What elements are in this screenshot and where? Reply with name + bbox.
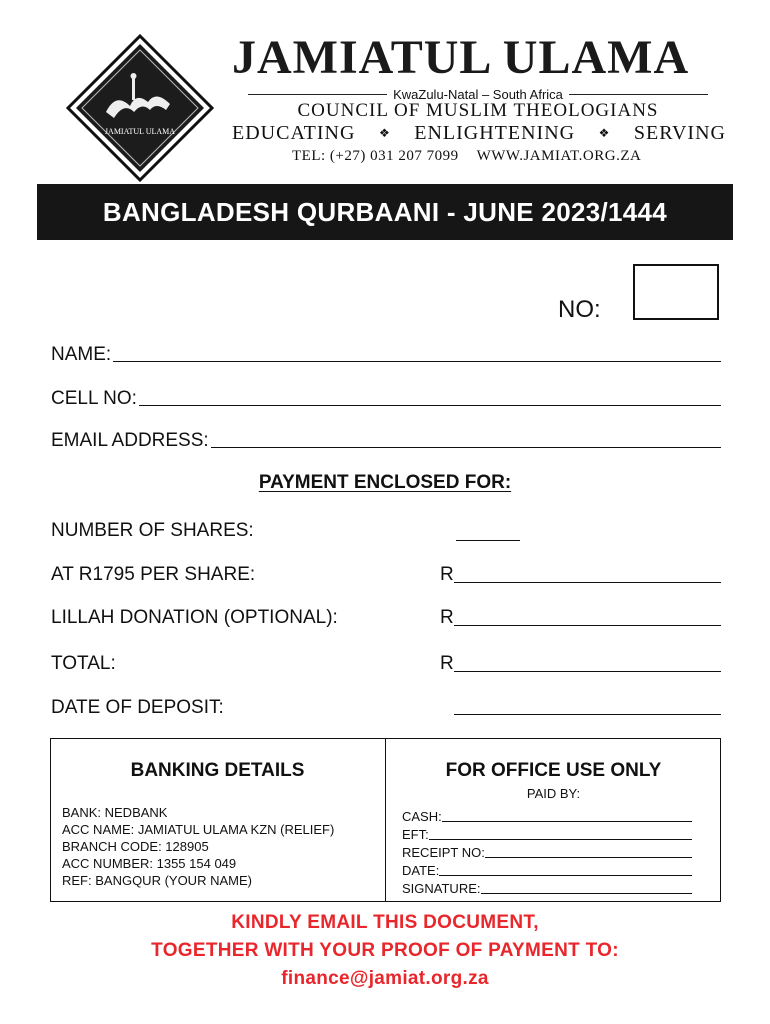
name-label: NAME:	[51, 344, 112, 365]
number-label: NO:	[558, 296, 601, 323]
currency-symbol: R	[440, 607, 454, 628]
lillah-field[interactable]	[454, 625, 721, 626]
bank-line: REF: BANGQUR (YOUR NAME)	[62, 873, 252, 888]
email-label: EMAIL ADDRESS:	[51, 430, 209, 451]
bank-line: ACC NAME: JAMIATUL ULAMA KZN (RELIEF)	[62, 822, 335, 837]
bank-line: BANK: NEDBANK	[62, 805, 168, 820]
org-title: JAMIATUL ULAMA	[232, 31, 690, 84]
footer-line-1: KINDLY EMAIL THIS DOCUMENT,	[231, 912, 539, 933]
office-row-receipt[interactable]: RECEIPT NO:	[402, 844, 692, 862]
form-title-banner: BANGLADESH QURBAANI - JUNE 2023/1444	[37, 184, 733, 240]
office-title: FOR OFFICE USE ONLY	[445, 760, 662, 781]
name-field[interactable]	[51, 344, 721, 366]
website-link[interactable]: WWW.JAMIAT.ORG.ZA	[476, 148, 642, 164]
banking-title: BANKING DETAILS	[130, 760, 305, 781]
per-share-field[interactable]	[454, 582, 721, 583]
total-label: TOTAL:	[51, 653, 116, 674]
cell-label: CELL NO:	[51, 388, 137, 409]
jamiatul-ulama-logo	[66, 34, 214, 182]
bank-line: ACC NUMBER: 1355 154 049	[62, 856, 237, 871]
motto-2: ENLIGHTENING	[414, 122, 576, 144]
currency-symbol: R	[440, 564, 454, 585]
email-field[interactable]	[51, 430, 721, 452]
footer-line-2: TOGETHER WITH YOUR PROOF OF PAYMENT TO:	[151, 940, 619, 961]
office-fields	[402, 808, 692, 898]
deposit-date-label: DATE OF DEPOSIT:	[51, 697, 224, 718]
currency-symbol: R	[440, 653, 454, 674]
shares-label: NUMBER OF SHARES:	[51, 520, 254, 541]
office-row-eft[interactable]: EFT:	[402, 826, 692, 844]
banking-details	[62, 804, 334, 889]
diamond-icon: ❖	[598, 126, 611, 140]
diamond-icon: ❖	[378, 126, 391, 140]
lillah-label: LILLAH DONATION (OPTIONAL):	[51, 607, 338, 628]
payment-heading: PAYMENT ENCLOSED FOR:	[258, 472, 512, 493]
region-text: KwaZulu-Natal – South Africa	[393, 86, 563, 102]
office-row-cash[interactable]: CASH:	[402, 808, 692, 826]
motto	[232, 122, 726, 145]
cell-field[interactable]	[51, 388, 721, 410]
total-field[interactable]	[454, 671, 721, 672]
office-row-date[interactable]: DATE:	[402, 862, 692, 880]
number-box[interactable]	[633, 264, 719, 320]
motto-1: EDUCATING	[232, 122, 356, 144]
telephone: TEL: (+27) 031 207 7099	[292, 148, 459, 164]
footer-email[interactable]: finance@jamiat.org.za	[281, 968, 489, 989]
contact-line	[292, 148, 655, 165]
shares-field[interactable]	[456, 540, 520, 541]
deposit-date-field[interactable]	[454, 714, 721, 715]
bank-line: BRANCH CODE: 128905	[62, 839, 209, 854]
council-text: COUNCIL OF MUSLIM THEOLOGIANS	[297, 100, 659, 121]
motto-3: SERVING	[633, 122, 726, 144]
svg-text:JAMIATUL ULAMA: JAMIATUL ULAMA	[104, 127, 176, 136]
per-share-label: AT R1795 PER SHARE:	[51, 564, 256, 585]
paid-by-label: PAID BY:	[526, 786, 581, 801]
office-row-signature[interactable]: SIGNATURE:	[402, 880, 692, 898]
